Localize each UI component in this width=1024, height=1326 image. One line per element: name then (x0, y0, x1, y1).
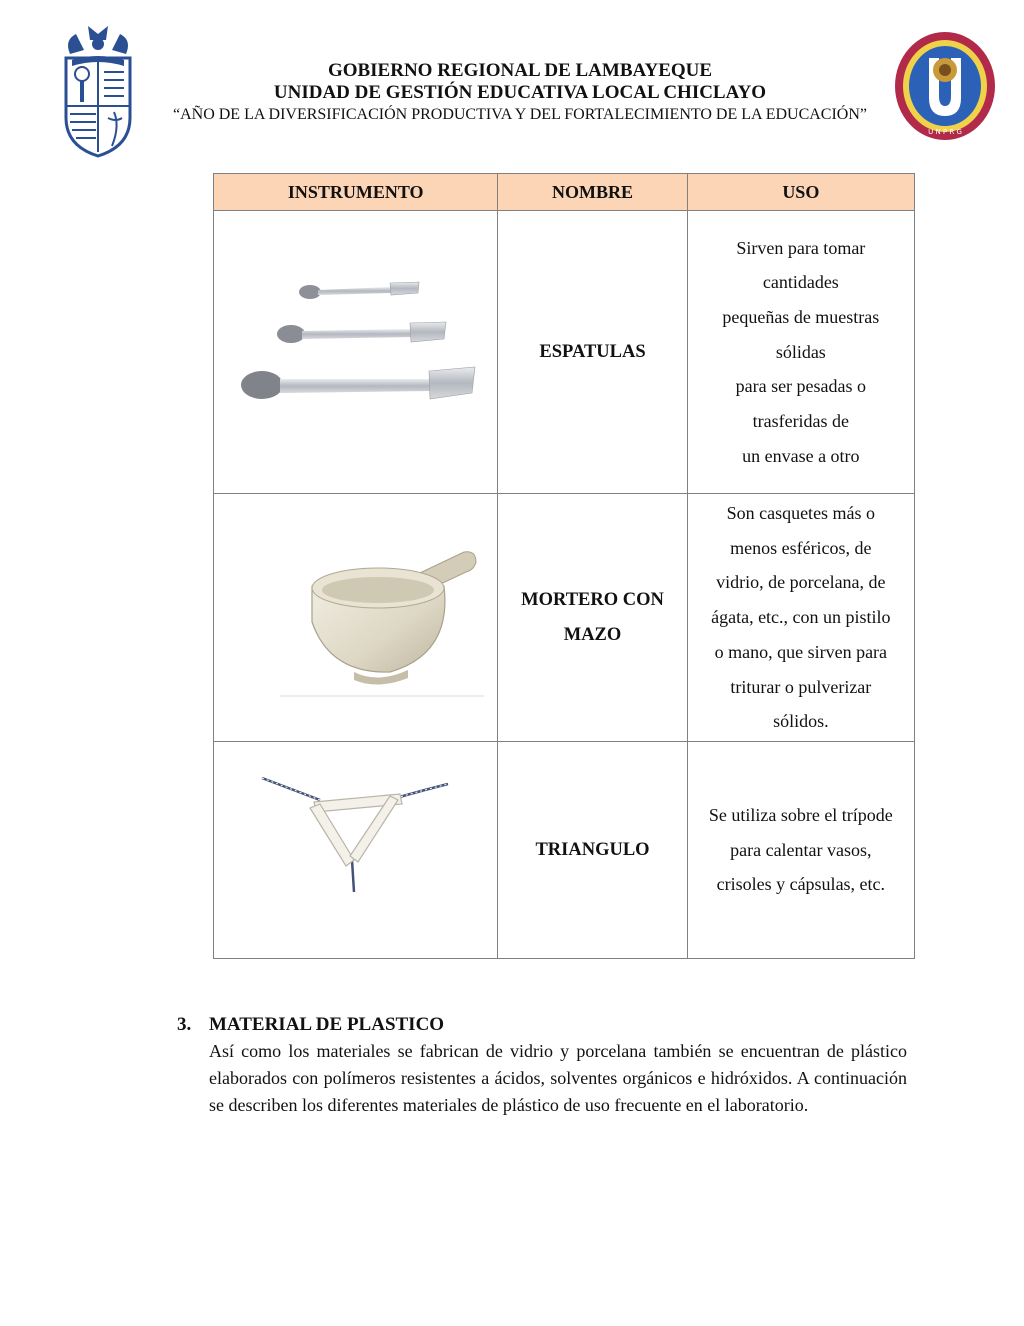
use-line: para calentar vasos, (730, 839, 872, 860)
instrument-use-cell (687, 494, 914, 742)
use-line: o mano, que sirven para (714, 641, 888, 662)
section-title: MATERIAL DE PLASTICO (209, 1014, 445, 1035)
instrument-name-cell (498, 494, 687, 742)
section-number: 3. (177, 1014, 192, 1035)
instrument-name-cell (498, 742, 687, 959)
header-government: GOBIERNO REGIONAL DE LAMBAYEQUE (327, 60, 713, 81)
instruments-table (213, 173, 915, 959)
column-header-nombre: NOMBRE (498, 174, 687, 211)
header-year-motto: “AÑO DE LA DIVERSIFICACIÓN PRODUCTIVA Y DEL FORTALECIMIENTO DE LA EDUCACIÓN” (172, 106, 868, 123)
use-line: para ser pesadas o (735, 376, 867, 397)
instrument-name: MAZO (563, 624, 622, 645)
table-row (214, 494, 915, 742)
spatulas-image (214, 211, 498, 488)
use-line: un envase a otro (742, 445, 860, 466)
letterhead (140, 60, 900, 126)
header-ugel: UNIDAD DE GESTIÓN EDUCATIVA LOCAL CHICLAYO (273, 82, 767, 103)
instrument-name: MORTERO CON (521, 589, 664, 610)
use-line: pequeñas de muestras (722, 306, 880, 327)
use-line: menos esféricos, de (730, 537, 872, 558)
use-line: Se utiliza sobre el trípode (708, 804, 893, 825)
instrument-image-cell (214, 211, 498, 494)
regional-crest-logo (58, 22, 138, 158)
use-line: cantidades (762, 272, 839, 293)
use-line: sólidas (775, 341, 826, 362)
section-paragraph: Así como los materiales se fabrican de vidrio y porcelana también se encuentran de plástico elaborados con polímeros resistentes a ácidos, solventes orgánicos e hidróxidos. A continuación se describen los diferentes materiales de plástico de uso frecuente en el laboratorio. (209, 1041, 907, 1115)
table-row (214, 211, 915, 494)
use-line: vidrio, de porcelana, de (716, 572, 886, 593)
instrument-name: ESPATULAS (539, 341, 646, 362)
section-plastic-material (177, 1012, 907, 1119)
table-header-row (214, 174, 915, 211)
instrument-name-cell (498, 211, 687, 494)
instrument-use-cell (687, 211, 914, 494)
instrument-image-cell (214, 494, 498, 742)
clay-triangle-image (214, 742, 498, 953)
instrument-use-cell (687, 742, 914, 959)
column-header-instrumento: INSTRUMENTO (214, 174, 498, 211)
seal-bottom-text: U N P R G (928, 128, 962, 136)
table-row (214, 742, 915, 959)
section-heading (177, 1012, 907, 1038)
university-seal-logo (893, 30, 997, 142)
use-line: ágata, etc., con un pistilo (711, 607, 891, 628)
use-line: sólidos. (773, 711, 829, 732)
mortar-pestle-image (214, 494, 498, 736)
use-line: Son casquetes más o (726, 503, 876, 524)
instrument-image-cell (214, 742, 498, 959)
use-line: trasferidas de (752, 411, 850, 432)
column-header-uso: USO (687, 174, 914, 211)
use-line: Sirven para tomar (736, 237, 866, 258)
use-line: triturar o pulverizar (730, 676, 872, 697)
instrument-name: TRIANGULO (535, 839, 650, 860)
use-line: crisoles y cápsulas, etc. (716, 874, 886, 895)
